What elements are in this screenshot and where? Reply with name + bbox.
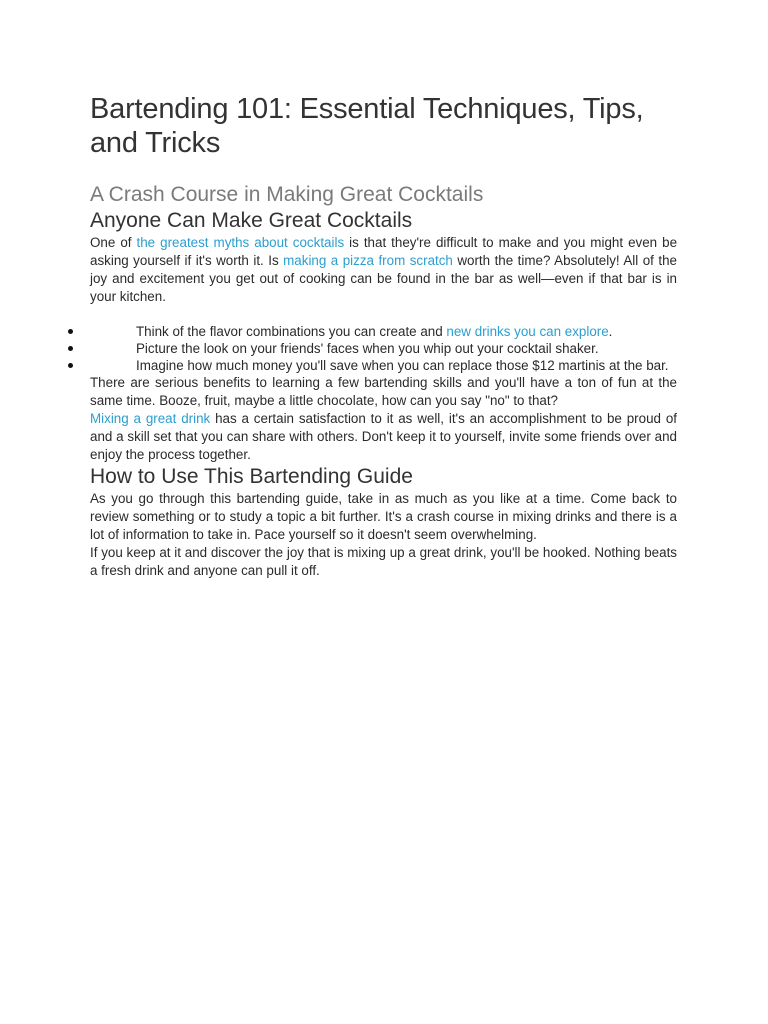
paragraph-benefits: There are serious benefits to learning a few bartending skills and you'll have a ton of fun at the same time. Booze, fruit, maybe a little chocolate, how can you say "no" to that? [90, 375, 677, 408]
list-item [90, 357, 677, 374]
paragraph-text: worth the time? Absolutely! All of the joy and excitement you get out of cooking can be found in the bar as well—even if that bar is in your kitchen. [90, 253, 677, 304]
bullet-icon [68, 363, 73, 368]
list-item-text: Think of the flavor combinations you can create and [136, 324, 447, 339]
benefits-list [90, 323, 677, 374]
bullet-icon [68, 329, 73, 334]
paragraph-text: has a certain satisfaction to it as well, it's an accomplishment to be proud of and a skill set that you can share with others. Don't keep it to yourself, invite some friends over and enjoy the process together. [90, 411, 677, 462]
list-item [90, 323, 677, 340]
paragraph-mixing [90, 410, 677, 464]
link-mixing-great-drink[interactable]: Mixing a great drink [90, 411, 211, 426]
list-item-text: Imagine how much money you'll save when you can replace those $12 martinis at the bar. [136, 358, 669, 373]
section-heading-anyone-can: Anyone Can Make Great Cocktails [90, 209, 413, 232]
paragraph-text: One of [90, 235, 137, 250]
page-title: Bartending 101: Essential Techniques, Tips, and Tricks [90, 93, 644, 159]
link-greatest-myths[interactable]: the greatest myths about cocktails [136, 235, 345, 250]
paragraph-keep-at-it: If you keep at it and discover the joy that is mixing up a great drink, you'll be hooked. Nothing beats a fresh drink and anyone can pull it off. [90, 545, 677, 578]
section-heading-how-to-use: How to Use This Bartending Guide [90, 465, 413, 488]
bullet-icon [68, 346, 73, 351]
link-new-drinks[interactable]: new drinks you can explore [446, 324, 609, 339]
page-subtitle: A Crash Course in Making Great Cocktails [90, 183, 484, 206]
document-page [90, 92, 677, 580]
list-item-text: . [608, 324, 613, 339]
list-item [90, 340, 677, 357]
link-pizza-from-scratch[interactable]: making a pizza from scratch [283, 253, 453, 268]
paragraph-intro [90, 234, 677, 306]
list-item-text: Picture the look on your friends' faces when you whip out your cocktail shaker. [136, 341, 599, 356]
paragraph-guide-usage: As you go through this bartending guide, take in as much as you like at a time. Come back to review something or to study a topic a bit further. It's a crash course in mixing drinks and there is a lot of information to take in. Pace yourself so it doesn't seem overwhelming. [90, 491, 677, 542]
paragraph-text: is that they're difficult to make and you might even be asking yourself if it's worth it. Is [90, 235, 678, 268]
